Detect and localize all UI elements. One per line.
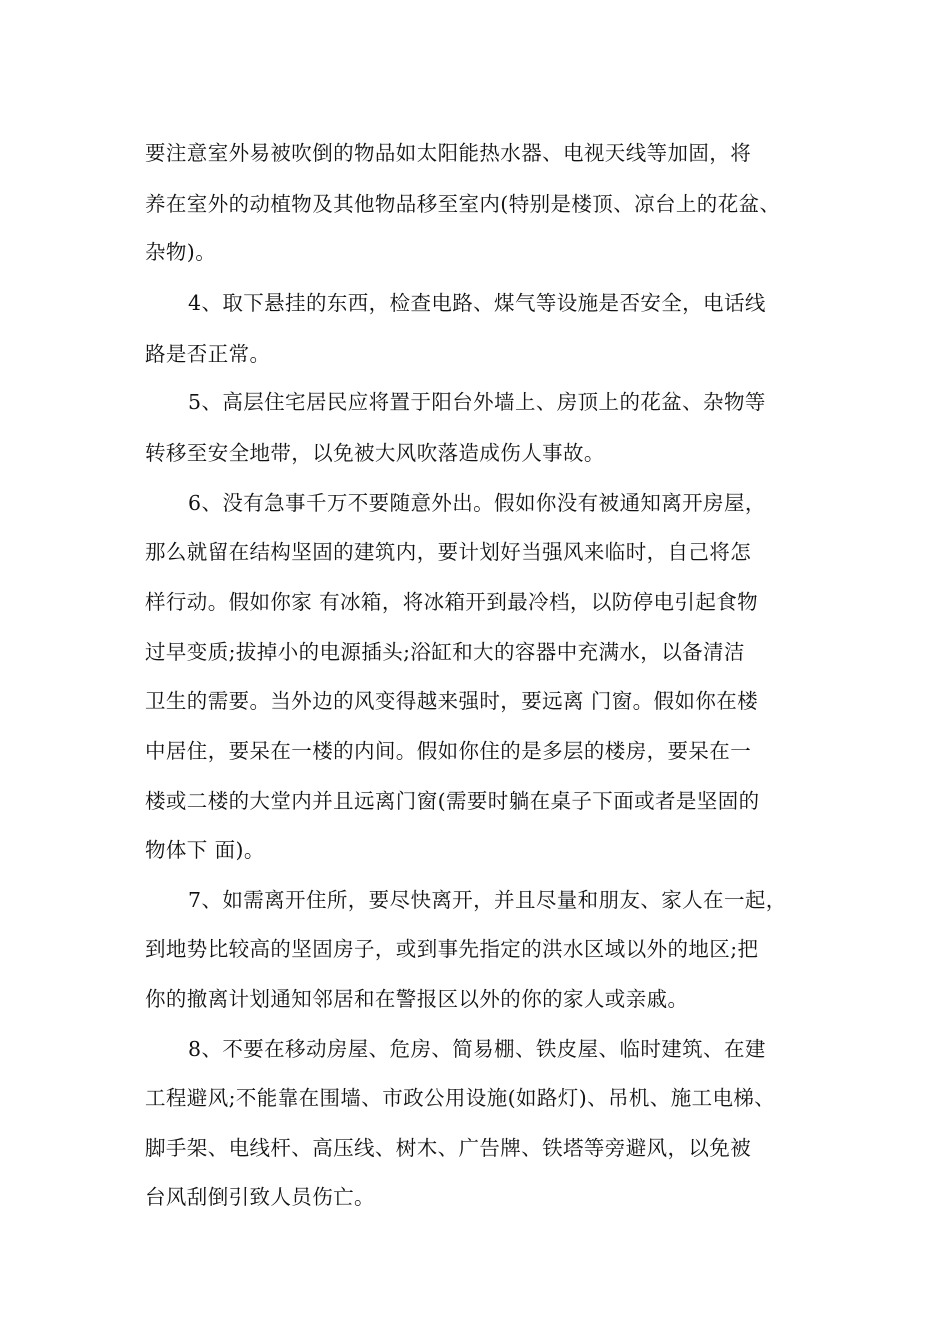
paragraph-6-line-3: 样行动。假如你家 有冰箱，将冰箱开到最冷档，以防停电引起食物 xyxy=(145,590,759,614)
paragraph-6-line-7: 楼或二楼的大堂内并且远离门窗(需要时躺在桌子下面或者是坚固的 xyxy=(145,789,760,813)
paragraph-5-line-1: 5、高层住宅居民应将置于阳台外墙上、房顶上的花盆、杂物等 xyxy=(188,390,766,414)
paragraph-7-line-3: 你的撤离计划通知邻居和在警报区以外的你的家人或亲戚。 xyxy=(145,987,689,1011)
paragraph-8-line-2: 工程避风;不能靠在围墙、市政公用设施(如路灯)、吊机、施工电梯、 xyxy=(145,1086,776,1110)
paragraph-1-line-3: 杂物)。 xyxy=(145,240,217,264)
paragraph-5-line-2: 转移至安全地带，以免被大风吹落造成伤人事故。 xyxy=(145,441,605,465)
paragraph-7-line-2: 到地势比较高的坚固房子，或到事先指定的洪水区域以外的地区;把 xyxy=(145,937,759,961)
paragraph-4-line-2: 路是否正常。 xyxy=(145,342,271,366)
paragraph-1-line-2: 养在室外的动植物及其他物品移至室内(特别是楼顶、凉台上的花盆、 xyxy=(145,192,781,216)
paragraph-8-line-3: 脚手架、电线杆、高压线、树木、广告牌、铁塔等旁避风，以免被 xyxy=(145,1136,752,1160)
paragraph-6-line-1: 6、没有急事千万不要随意外出。假如你没有被通知离开房屋， xyxy=(188,491,766,515)
paragraph-4-line-1: 4、取下悬挂的东西，检查电路、煤气等设施是否安全，电话线 xyxy=(188,291,766,315)
paragraph-6-line-6: 中居住，要呆在一楼的内间。假如你住的是多层的楼房，要呆在一 xyxy=(145,739,752,763)
paragraph-6-line-2: 那么就留在结构坚固的建筑内，要计划好当强风来临时，自己将怎 xyxy=(145,540,752,564)
paragraph-8-line-1: 8、不要在移动房屋、危房、简易棚、铁皮屋、临时建筑、在建 xyxy=(188,1037,766,1061)
paragraph-1-line-1: 要注意室外易被吹倒的物品如太阳能热水器、电视天线等加固，将 xyxy=(145,141,752,165)
paragraph-6-line-8: 物体下 面)。 xyxy=(145,838,265,862)
paragraph-6-line-4: 过早变质;拔掉小的电源插头;浴缸和大的容器中充满水，以备清洁 xyxy=(145,640,745,664)
paragraph-6-line-5: 卫生的需要。当外边的风变得越来强时，要远离 门窗。假如你在楼 xyxy=(145,689,759,713)
paragraph-7-line-1: 7、如需离开住所，要尽快离开，并且尽量和朋友、家人在一起， xyxy=(188,888,787,912)
paragraph-8-line-4: 台风刮倒引致人员伤亡。 xyxy=(145,1185,375,1209)
